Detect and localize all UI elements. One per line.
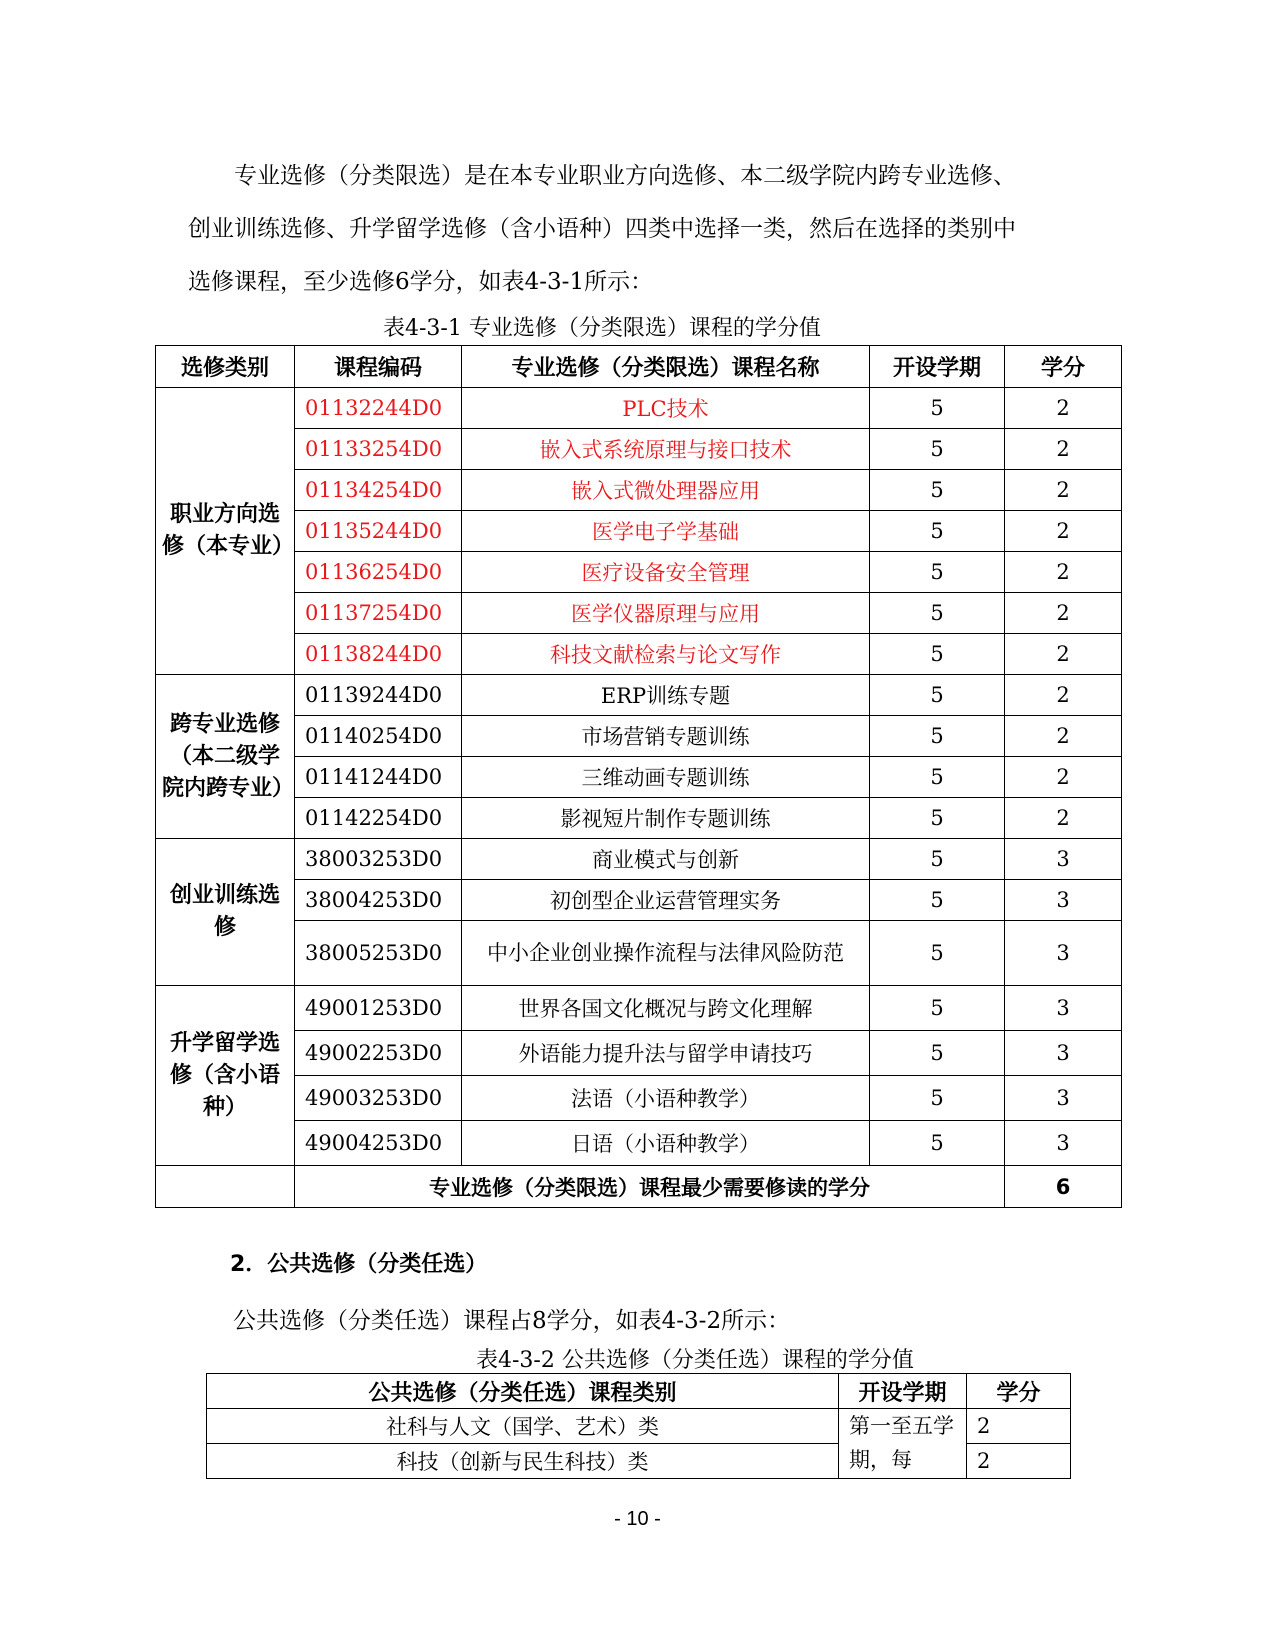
summary-value: 6 bbox=[1005, 1166, 1122, 1208]
table-row bbox=[156, 839, 1122, 880]
category-cell: 创业训练选修 bbox=[156, 839, 295, 986]
credit: 2 bbox=[1005, 593, 1122, 634]
table-row bbox=[156, 757, 1122, 798]
course-code: 38003253D0 bbox=[295, 839, 462, 880]
credit: 2 bbox=[1005, 511, 1122, 552]
course-name: 影视短片制作专题训练 bbox=[462, 798, 870, 839]
course-code: 49002253D0 bbox=[295, 1031, 462, 1076]
course-name: 医疗设备安全管理 bbox=[462, 552, 870, 593]
table-row bbox=[156, 593, 1122, 634]
credit: 2 bbox=[1005, 388, 1122, 429]
credit: 2 bbox=[1005, 552, 1122, 593]
course-code: 49003253D0 bbox=[295, 1076, 462, 1121]
table-row bbox=[156, 388, 1122, 429]
elective-credit-table bbox=[155, 345, 1122, 1208]
course-name: 外语能力提升法与留学申请技巧 bbox=[462, 1031, 870, 1076]
semester: 5 bbox=[870, 986, 1005, 1031]
course-name: 嵌入式微处理器应用 bbox=[462, 470, 870, 511]
course-code: 01134254D0 bbox=[295, 470, 462, 511]
credit: 2 bbox=[1005, 634, 1122, 675]
header-course-code: 课程编码 bbox=[295, 346, 462, 388]
course-name: 医学电子学基础 bbox=[462, 511, 870, 552]
category-cell: 升学留学选修（含小语种） bbox=[156, 986, 295, 1166]
semester: 5 bbox=[870, 675, 1005, 716]
credit: 2 bbox=[967, 1409, 1071, 1444]
intro-line-1-text: 专业选修（分类限选）是在本专业职业方向选修、本二级学院内跨专业选修、 bbox=[234, 163, 1016, 189]
table-row bbox=[156, 716, 1122, 757]
intro-paragraph-line-3: 选修课程，至少选修6学分，如表4-3-1所示： bbox=[188, 269, 654, 295]
course-name: 世界各国文化概况与跨文化理解 bbox=[462, 986, 870, 1031]
course-code: 38005253D0 bbox=[295, 921, 462, 986]
course-name: 医学仪器原理与应用 bbox=[462, 593, 870, 634]
credit: 2 bbox=[1005, 470, 1122, 511]
semester-cell: 第一至五学期，每 bbox=[839, 1409, 967, 1479]
intro-paragraph-line-1 bbox=[188, 150, 1088, 203]
credit: 3 bbox=[1005, 921, 1122, 986]
table2-caption: 表4-3-2 公共选修（分类任选）课程的学分值 bbox=[476, 1348, 914, 1373]
semester: 5 bbox=[870, 921, 1005, 986]
semester: 5 bbox=[870, 757, 1005, 798]
course-code: 01135244D0 bbox=[295, 511, 462, 552]
course-code: 01137254D0 bbox=[295, 593, 462, 634]
credit: 3 bbox=[1005, 1031, 1122, 1076]
table-row bbox=[156, 675, 1122, 716]
category-cell: 职业方向选修（本专业） bbox=[156, 388, 295, 675]
credit: 3 bbox=[1005, 1076, 1122, 1121]
course-code: 01132244D0 bbox=[295, 388, 462, 429]
semester: 5 bbox=[870, 716, 1005, 757]
semester: 5 bbox=[870, 1121, 1005, 1166]
header-credit: 学分 bbox=[1005, 346, 1122, 388]
table1-header-row bbox=[156, 346, 1122, 388]
course-code: 49004253D0 bbox=[295, 1121, 462, 1166]
course-name: 商业模式与创新 bbox=[462, 839, 870, 880]
semester: 5 bbox=[870, 470, 1005, 511]
semester: 5 bbox=[870, 839, 1005, 880]
table-row bbox=[156, 511, 1122, 552]
table-row bbox=[156, 429, 1122, 470]
semester: 5 bbox=[870, 511, 1005, 552]
course-name: 初创型企业运营管理实务 bbox=[462, 880, 870, 921]
table-row bbox=[156, 470, 1122, 511]
semester: 5 bbox=[870, 798, 1005, 839]
credit: 2 bbox=[1005, 675, 1122, 716]
header-category: 选修类别 bbox=[156, 346, 295, 388]
credit: 2 bbox=[1005, 429, 1122, 470]
credit: 3 bbox=[1005, 839, 1122, 880]
credit: 2 bbox=[967, 1444, 1071, 1479]
section-2-heading: 2．公共选修（分类任选） bbox=[230, 1252, 488, 1277]
section-2-paragraph: 公共选修（分类任选）课程占8学分，如表4-3-2所示： bbox=[233, 1308, 791, 1334]
table-row bbox=[156, 1076, 1122, 1121]
table-row bbox=[156, 1121, 1122, 1166]
course-name: 科技文献检索与论文写作 bbox=[462, 634, 870, 675]
table-row bbox=[156, 986, 1122, 1031]
course-name: 法语（小语种教学） bbox=[462, 1076, 870, 1121]
header-public-category: 公共选修（分类任选）课程类别 bbox=[207, 1374, 839, 1409]
credit: 3 bbox=[1005, 1121, 1122, 1166]
course-code: 01140254D0 bbox=[295, 716, 462, 757]
semester: 5 bbox=[870, 634, 1005, 675]
table-row bbox=[207, 1409, 1071, 1444]
course-name: ERP训练专题 bbox=[462, 675, 870, 716]
credit: 3 bbox=[1005, 880, 1122, 921]
header-semester: 开设学期 bbox=[870, 346, 1005, 388]
page-number: - 10 - bbox=[614, 1508, 661, 1530]
public-category: 科技（创新与民生科技）类 bbox=[207, 1444, 839, 1479]
table-row bbox=[156, 798, 1122, 839]
summary-empty-cell bbox=[156, 1166, 295, 1208]
credit: 2 bbox=[1005, 716, 1122, 757]
semester: 5 bbox=[870, 429, 1005, 470]
course-name: 日语（小语种教学） bbox=[462, 1121, 870, 1166]
credit: 3 bbox=[1005, 986, 1122, 1031]
semester: 5 bbox=[870, 1076, 1005, 1121]
course-code: 01138244D0 bbox=[295, 634, 462, 675]
course-name: 嵌入式系统原理与接口技术 bbox=[462, 429, 870, 470]
public-category: 社科与人文（国学、艺术）类 bbox=[207, 1409, 839, 1444]
course-code: 01141244D0 bbox=[295, 757, 462, 798]
semester: 5 bbox=[870, 1031, 1005, 1076]
semester: 5 bbox=[870, 880, 1005, 921]
table-row bbox=[156, 921, 1122, 986]
header-course-name: 专业选修（分类限选）课程名称 bbox=[462, 346, 870, 388]
course-code: 38004253D0 bbox=[295, 880, 462, 921]
header-semester: 开设学期 bbox=[839, 1374, 967, 1409]
credit: 2 bbox=[1005, 798, 1122, 839]
summary-label: 专业选修（分类限选）课程最少需要修读的学分 bbox=[295, 1166, 1005, 1208]
table-row bbox=[156, 880, 1122, 921]
course-name: 三维动画专题训练 bbox=[462, 757, 870, 798]
course-code: 01133254D0 bbox=[295, 429, 462, 470]
table-row bbox=[156, 1031, 1122, 1076]
semester: 5 bbox=[870, 388, 1005, 429]
table2-header-row bbox=[207, 1374, 1071, 1409]
course-name: 中小企业创业操作流程与法律风险防范 bbox=[462, 921, 870, 986]
table-row bbox=[156, 552, 1122, 593]
table-row bbox=[156, 634, 1122, 675]
course-name: 市场营销专题训练 bbox=[462, 716, 870, 757]
intro-paragraph-line-2: 创业训练选修、升学留学选修（含小语种）四类中选择一类，然后在选择的类别中 bbox=[188, 216, 1016, 242]
course-name: PLC技术 bbox=[462, 388, 870, 429]
header-credit: 学分 bbox=[967, 1374, 1071, 1409]
semester: 5 bbox=[870, 552, 1005, 593]
category-cell: 跨专业选修（本二级学院内跨专业） bbox=[156, 675, 295, 839]
table1-caption: 表4-3-1 专业选修（分类限选）课程的学分值 bbox=[383, 316, 821, 341]
course-code: 01136254D0 bbox=[295, 552, 462, 593]
summary-row bbox=[156, 1166, 1122, 1208]
course-code: 01139244D0 bbox=[295, 675, 462, 716]
course-code: 01142254D0 bbox=[295, 798, 462, 839]
semester: 5 bbox=[870, 593, 1005, 634]
credit: 2 bbox=[1005, 757, 1122, 798]
public-elective-table bbox=[206, 1373, 1071, 1479]
course-code: 49001253D0 bbox=[295, 986, 462, 1031]
